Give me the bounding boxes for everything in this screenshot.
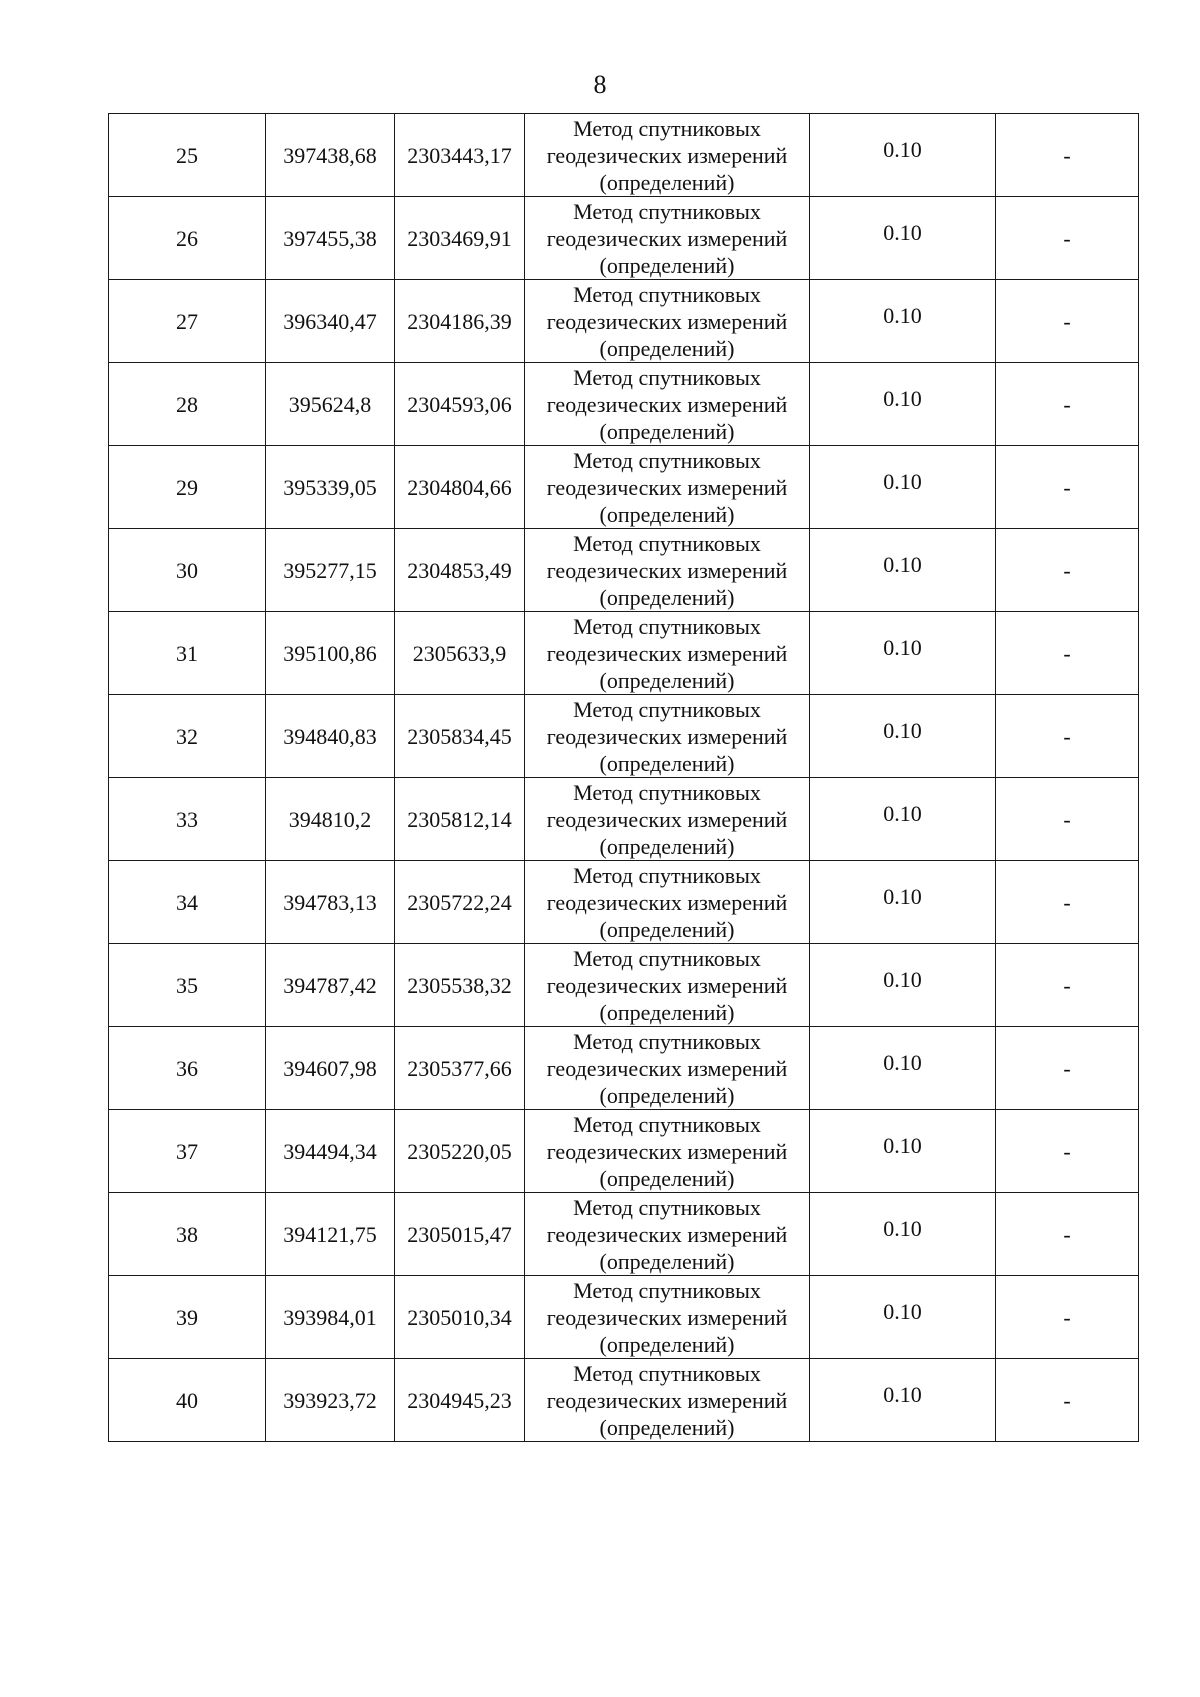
method-cell [525, 1110, 810, 1193]
y-coordinate-cell: 2304853,49 [395, 529, 525, 612]
method-line: (определений) [599, 169, 735, 195]
extra-cell: - [996, 1193, 1139, 1276]
extra-cell: - [996, 861, 1139, 944]
y-coordinate-cell: 2305220,05 [395, 1110, 525, 1193]
point-number-cell: 27 [109, 280, 266, 363]
method-line: (определений) [599, 667, 735, 693]
coordinates-table [108, 113, 1139, 1442]
accuracy-cell [810, 363, 996, 446]
table-row [109, 1193, 1139, 1276]
accuracy-value: 0.10 [883, 966, 922, 992]
accuracy-cell [810, 529, 996, 612]
y-coordinate-cell: 2304186,39 [395, 280, 525, 363]
method-line: геодезических измерений [546, 225, 788, 251]
method-line: (определений) [599, 1165, 735, 1191]
method-line: (определений) [599, 1414, 735, 1440]
method-line: Метод спутниковых [573, 1028, 761, 1054]
point-number-cell: 35 [109, 944, 266, 1027]
x-coordinate-cell: 394787,42 [266, 944, 395, 1027]
extra-cell: - [996, 529, 1139, 612]
accuracy-value: 0.10 [883, 883, 922, 909]
y-coordinate-cell: 2305538,32 [395, 944, 525, 1027]
method-line: (определений) [599, 1082, 735, 1108]
accuracy-cell [810, 778, 996, 861]
table-row [109, 1276, 1139, 1359]
accuracy-value: 0.10 [883, 136, 922, 162]
extra-cell: - [996, 1027, 1139, 1110]
method-line: Метод спутниковых [573, 1277, 761, 1303]
method-line: геодезических измерений [546, 889, 788, 915]
method-cell [525, 944, 810, 1027]
y-coordinate-cell: 2305377,66 [395, 1027, 525, 1110]
method-line: (определений) [599, 335, 735, 361]
method-cell [525, 529, 810, 612]
accuracy-cell [810, 1193, 996, 1276]
method-line: Метод спутниковых [573, 945, 761, 971]
x-coordinate-cell: 393984,01 [266, 1276, 395, 1359]
coordinates-table-body [109, 114, 1139, 1442]
page-number: 8 [593, 70, 607, 99]
method-cell [525, 446, 810, 529]
accuracy-value: 0.10 [883, 717, 922, 743]
method-line: Метод спутниковых [573, 1111, 761, 1137]
y-coordinate-cell: 2305834,45 [395, 695, 525, 778]
x-coordinate-cell: 395100,86 [266, 612, 395, 695]
point-number-cell: 36 [109, 1027, 266, 1110]
method-line: (определений) [599, 916, 735, 942]
table-row [109, 778, 1139, 861]
method-cell [525, 612, 810, 695]
table-row [109, 363, 1139, 446]
table-row [109, 197, 1139, 280]
method-line: (определений) [599, 584, 735, 610]
y-coordinate-cell: 2305010,34 [395, 1276, 525, 1359]
method-line: (определений) [599, 501, 735, 527]
method-line: Метод спутниковых [573, 530, 761, 556]
table-row [109, 446, 1139, 529]
point-number-cell: 29 [109, 446, 266, 529]
y-coordinate-cell: 2304945,23 [395, 1359, 525, 1442]
accuracy-value: 0.10 [883, 1381, 922, 1407]
y-coordinate-cell: 2305722,24 [395, 861, 525, 944]
point-number-cell: 34 [109, 861, 266, 944]
accuracy-value: 0.10 [883, 1215, 922, 1241]
y-coordinate-cell: 2304593,06 [395, 363, 525, 446]
x-coordinate-cell: 395624,8 [266, 363, 395, 446]
accuracy-cell [810, 1276, 996, 1359]
method-cell [525, 1359, 810, 1442]
table-row [109, 612, 1139, 695]
accuracy-cell [810, 114, 996, 197]
table-row [109, 1359, 1139, 1442]
x-coordinate-cell: 394607,98 [266, 1027, 395, 1110]
accuracy-value: 0.10 [883, 1132, 922, 1158]
extra-cell: - [996, 1110, 1139, 1193]
method-line: Метод спутниковых [573, 1360, 761, 1386]
accuracy-cell [810, 446, 996, 529]
method-line: геодезических измерений [546, 1387, 788, 1413]
y-coordinate-cell: 2305633,9 [395, 612, 525, 695]
table-row [109, 280, 1139, 363]
method-cell [525, 280, 810, 363]
method-line: геодезических измерений [546, 1138, 788, 1164]
method-line: геодезических измерений [546, 1304, 788, 1330]
table-row [109, 1110, 1139, 1193]
method-line: геодезических измерений [546, 1055, 788, 1081]
x-coordinate-cell: 394783,13 [266, 861, 395, 944]
method-line: (определений) [599, 1248, 735, 1274]
method-line: геодезических измерений [546, 557, 788, 583]
accuracy-value: 0.10 [883, 1298, 922, 1324]
method-line: геодезических измерений [546, 806, 788, 832]
method-cell [525, 861, 810, 944]
y-coordinate-cell: 2303469,91 [395, 197, 525, 280]
table-row [109, 944, 1139, 1027]
method-line: геодезических измерений [546, 972, 788, 998]
extra-cell: - [996, 1359, 1139, 1442]
method-line: Метод спутниковых [573, 779, 761, 805]
method-line: Метод спутниковых [573, 862, 761, 888]
method-line: (определений) [599, 1331, 735, 1357]
x-coordinate-cell: 394840,83 [266, 695, 395, 778]
extra-cell: - [996, 363, 1139, 446]
x-coordinate-cell: 397438,68 [266, 114, 395, 197]
point-number-cell: 40 [109, 1359, 266, 1442]
accuracy-cell [810, 944, 996, 1027]
accuracy-cell [810, 280, 996, 363]
method-line: Метод спутниковых [573, 364, 761, 390]
accuracy-value: 0.10 [883, 800, 922, 826]
extra-cell: - [996, 778, 1139, 861]
x-coordinate-cell: 395339,05 [266, 446, 395, 529]
method-line: (определений) [599, 418, 735, 444]
point-number-cell: 39 [109, 1276, 266, 1359]
method-line: геодезических измерений [546, 640, 788, 666]
y-coordinate-cell: 2305015,47 [395, 1193, 525, 1276]
point-number-cell: 25 [109, 114, 266, 197]
table-row [109, 861, 1139, 944]
y-coordinate-cell: 2304804,66 [395, 446, 525, 529]
point-number-cell: 32 [109, 695, 266, 778]
extra-cell: - [996, 1276, 1139, 1359]
x-coordinate-cell: 396340,47 [266, 280, 395, 363]
accuracy-value: 0.10 [883, 302, 922, 328]
method-cell [525, 778, 810, 861]
accuracy-value: 0.10 [883, 634, 922, 660]
method-line: геодезических измерений [546, 142, 788, 168]
point-number-cell: 37 [109, 1110, 266, 1193]
point-number-cell: 33 [109, 778, 266, 861]
accuracy-cell [810, 612, 996, 695]
x-coordinate-cell: 394121,75 [266, 1193, 395, 1276]
y-coordinate-cell: 2305812,14 [395, 778, 525, 861]
table-row [109, 529, 1139, 612]
point-number-cell: 28 [109, 363, 266, 446]
extra-cell: - [996, 612, 1139, 695]
extra-cell: - [996, 114, 1139, 197]
method-line: (определений) [599, 750, 735, 776]
method-cell [525, 1193, 810, 1276]
method-cell [525, 695, 810, 778]
accuracy-cell [810, 1110, 996, 1193]
x-coordinate-cell: 397455,38 [266, 197, 395, 280]
accuracy-cell [810, 695, 996, 778]
extra-cell: - [996, 280, 1139, 363]
table-row [109, 1027, 1139, 1110]
method-line: (определений) [599, 252, 735, 278]
method-line: Метод спутниковых [573, 198, 761, 224]
method-line: геодезических измерений [546, 474, 788, 500]
extra-cell: - [996, 446, 1139, 529]
accuracy-value: 0.10 [883, 551, 922, 577]
accuracy-value: 0.10 [883, 219, 922, 245]
method-line: Метод спутниковых [573, 447, 761, 473]
table-row [109, 114, 1139, 197]
extra-cell: - [996, 944, 1139, 1027]
method-line: геодезических измерений [546, 723, 788, 749]
method-line: геодезических измерений [546, 308, 788, 334]
extra-cell: - [996, 197, 1139, 280]
accuracy-value: 0.10 [883, 385, 922, 411]
method-line: геодезических измерений [546, 1221, 788, 1247]
method-line: геодезических измерений [546, 391, 788, 417]
method-cell [525, 197, 810, 280]
method-line: Метод спутниковых [573, 115, 761, 141]
point-number-cell: 31 [109, 612, 266, 695]
point-number-cell: 26 [109, 197, 266, 280]
x-coordinate-cell: 394494,34 [266, 1110, 395, 1193]
method-line: Метод спутниковых [573, 696, 761, 722]
accuracy-cell [810, 861, 996, 944]
point-number-cell: 38 [109, 1193, 266, 1276]
accuracy-value: 0.10 [883, 468, 922, 494]
method-cell [525, 1027, 810, 1110]
accuracy-value: 0.10 [883, 1049, 922, 1075]
point-number-cell: 30 [109, 529, 266, 612]
extra-cell: - [996, 695, 1139, 778]
accuracy-cell [810, 1027, 996, 1110]
method-cell [525, 1276, 810, 1359]
method-line: Метод спутниковых [573, 613, 761, 639]
method-line: Метод спутниковых [573, 1194, 761, 1220]
method-cell [525, 363, 810, 446]
method-line: (определений) [599, 999, 735, 1025]
x-coordinate-cell: 394810,2 [266, 778, 395, 861]
method-cell [525, 114, 810, 197]
x-coordinate-cell: 393923,72 [266, 1359, 395, 1442]
method-line: (определений) [599, 833, 735, 859]
y-coordinate-cell: 2303443,17 [395, 114, 525, 197]
x-coordinate-cell: 395277,15 [266, 529, 395, 612]
accuracy-cell [810, 197, 996, 280]
table-row [109, 695, 1139, 778]
method-line: Метод спутниковых [573, 281, 761, 307]
accuracy-cell [810, 1359, 996, 1442]
